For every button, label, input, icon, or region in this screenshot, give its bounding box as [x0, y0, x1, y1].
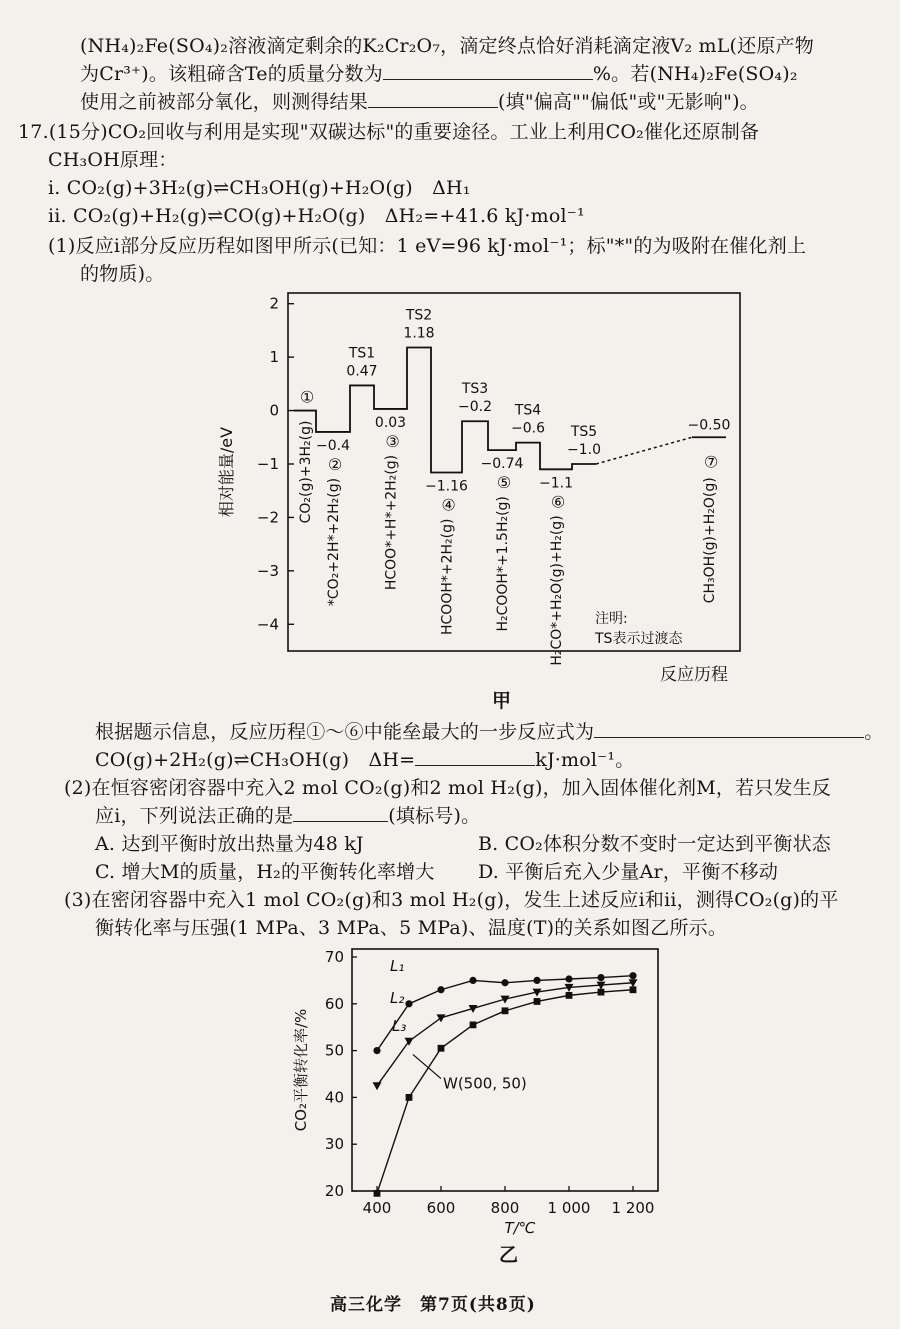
ts-name: TS3: [461, 381, 489, 398]
q17-heading-2: CH₃OH原理：: [48, 149, 178, 171]
ts-name: TS1: [348, 345, 376, 362]
q1-line-a-pre: 根据题示信息，反应历程①～⑥中能垒最大的一步反应式为: [95, 721, 595, 743]
intro-line-2-pre: 为Cr³⁺)。该粗碲含Te的质量分数为: [80, 63, 383, 85]
y-axis-title: CO₂平衡转化率/%: [292, 1008, 310, 1132]
y-tick-label: 1: [269, 348, 279, 367]
data-point: [629, 972, 636, 979]
level-value-label: −0.4: [316, 437, 350, 454]
level-value-label: 0.03: [374, 414, 407, 431]
q1-line-b: [95, 747, 634, 773]
data-point: [565, 975, 572, 982]
answer-blank-correct-options[interactable]: [293, 803, 388, 822]
intro-line-2-post: %。若(NH₄)₂Fe(SO₄)₂: [592, 63, 798, 85]
answer-blank-te-fraction[interactable]: [383, 61, 593, 80]
part1-line-2: 的物质)。: [80, 263, 165, 285]
species-label: *CO₂+2H*+2H₂(g): [326, 477, 342, 607]
answer-blank-delta-h[interactable]: [415, 747, 535, 766]
answer-blank-error-effect[interactable]: [368, 89, 498, 108]
q1-line-a: [95, 719, 883, 745]
part2-line-2: [95, 803, 480, 829]
x-axis-title: T/℃: [504, 1219, 536, 1237]
data-point: [374, 1190, 381, 1197]
y-tick-label: 50: [324, 1041, 344, 1060]
x-tick-label: 600: [426, 1199, 456, 1217]
data-point: [534, 998, 541, 1005]
y-tick-label: 70: [324, 948, 344, 966]
part3-line-2: 衡转化率与压强(1 MPa、3 MPa、5 MPa)、温度(T)的关系如图乙所示。: [95, 917, 728, 939]
x-tick-label: 1 200: [611, 1199, 655, 1217]
intro-line-3-post: (填"偏高""偏低"或"无影响")。: [498, 91, 759, 113]
data-point: [438, 1045, 445, 1052]
part2-line-1: (2)在恒容密闭容器中充入2 mol CO₂(g)和2 mol H₂(g)，加入固体催化剂M，若只发生反: [64, 777, 832, 799]
step-marker: ②: [327, 454, 343, 474]
annotation-pointer: [413, 1055, 441, 1079]
y-tick-label: −2: [256, 508, 279, 527]
y-tick-label: 40: [324, 1088, 344, 1107]
data-point: [533, 977, 540, 984]
data-point: [470, 1021, 477, 1028]
ts-value-label: 1.18: [403, 325, 435, 342]
series-label: L₂: [390, 989, 405, 1007]
note-line-1: 注明:: [595, 611, 628, 627]
option-b: B. CO₂体积分数不变时一定达到平衡状态: [478, 833, 831, 855]
ts-value-label: −0.2: [458, 399, 492, 416]
reaction-i: i. CO₂(g)+3H₂(g)⇌CH₃OH(g)+H₂O(g) ΔH₁: [48, 177, 471, 199]
data-point: [598, 989, 605, 996]
species-label: CH₃OH(g)+H₂O(g): [702, 477, 718, 604]
annotation-label: W(500, 50): [443, 1074, 527, 1093]
species-label: HCOO*+H*+2H₂(g): [383, 454, 400, 591]
part3-line-1: (3)在密闭容器中充入1 mol CO₂(g)和3 mol H₂(g)，发生上述反应i和ii，测得CO₂(g)的平: [64, 889, 839, 911]
data-point: [437, 986, 444, 993]
level-value-label: −0.74: [480, 456, 524, 473]
ts-value-label: −0.6: [511, 420, 545, 437]
ts-name: TS2: [405, 307, 433, 324]
q1-line-b-post: kJ·mol⁻¹。: [535, 749, 635, 771]
intro-line-3: [80, 89, 759, 115]
energy-profile-figure: [210, 283, 770, 687]
data-point: [630, 986, 637, 993]
conversion-figure: [280, 935, 680, 1249]
level-value-label: −1.16: [425, 478, 468, 495]
y-tick-label: −3: [256, 561, 279, 580]
note-line-2: TS表示过渡态: [595, 631, 683, 647]
data-point: [437, 1014, 446, 1022]
data-point: [405, 1000, 412, 1007]
step-marker: ①: [299, 387, 315, 407]
data-point: [501, 979, 508, 986]
y-tick-label: −4: [256, 615, 279, 634]
data-point: [373, 1047, 380, 1054]
species-label: HCOOH*+2H₂(g): [439, 518, 456, 636]
level-value-label: −1.1: [539, 475, 573, 492]
energy-profile-chart: [210, 283, 770, 683]
step-marker: ⑦: [703, 452, 719, 472]
y-axis-title: 相对能量/eV: [217, 426, 236, 518]
series-label: L₁: [390, 957, 405, 975]
species-label: H₂CO*+H₂O(g)+H₂(g): [549, 515, 565, 666]
x-tick-label: 400: [362, 1199, 392, 1217]
ts-name: TS4: [514, 402, 542, 419]
y-tick-label: 2: [269, 294, 279, 313]
conversion-chart: [280, 935, 680, 1245]
step-marker: ③: [385, 431, 400, 451]
option-c: C. 增大M的质量，H₂的平衡转化率增大: [95, 861, 435, 883]
level-value-label: −0.50: [687, 417, 731, 434]
data-point: [502, 1007, 509, 1014]
data-point: [469, 977, 476, 984]
step-marker: ⑥: [550, 492, 566, 512]
part1-line-1: (1)反应i部分反应历程如图甲所示(已知：1 eV=96 kJ·mol⁻¹；标"*"的为吸附在催化剂上: [48, 235, 807, 257]
q1-line-b-pre: CO(g)+2H₂(g)⇌CH₃OH(g) ΔH=: [95, 749, 416, 771]
intro-line-2: [80, 61, 798, 87]
ts-name: TS5: [570, 423, 598, 440]
q17-heading: 17.(15分)CO₂回收与利用是实现"双碳达标"的重要途径。工业上利用CO₂催化还原制备: [18, 121, 760, 143]
species-label: H₂COOH*+1.5H₂(g): [495, 496, 511, 632]
species-label: CO₂(g)+3H₂(g): [298, 420, 314, 524]
figure-1-caption: 甲: [492, 690, 512, 712]
option-d: D. 平衡后充入少量Ar，平衡不移动: [478, 861, 779, 883]
intro-line-1: (NH₄)₂Fe(SO₄)₂溶液滴定剩余的K₂Cr₂O₇，滴定终点恰好消耗滴定液V₂ mL(还原产物: [80, 35, 814, 57]
option-a: A. 达到平衡时放出热量为48 kJ: [95, 833, 364, 855]
step-marker: ④: [441, 495, 456, 515]
y-tick-label: 20: [324, 1182, 344, 1200]
y-tick-label: −1: [256, 454, 279, 473]
answer-blank-max-barrier-step[interactable]: [594, 719, 864, 738]
step-marker: ⑤: [496, 473, 512, 493]
y-tick-label: 60: [324, 994, 344, 1013]
page-footer: 高三化学 第7页(共8页): [330, 1295, 536, 1315]
series-label: L₃: [392, 1017, 407, 1035]
part2-line-2-post: (填标号)。: [388, 805, 481, 827]
q1-line-a-post: 。: [864, 721, 884, 743]
intro-line-3-pre: 使用之前被部分氧化，则测得结果: [80, 91, 369, 113]
data-point: [597, 974, 604, 981]
x-tick-label: 1 000: [547, 1199, 591, 1217]
part2-line-2-pre: 应i，下列说法正确的是: [95, 805, 294, 827]
ts-value-label: −1.0: [567, 441, 601, 458]
reaction-ii: ii. CO₂(g)+H₂(g)⇌CO(g)+H₂O(g) ΔH₂=+41.6 kJ·mol⁻¹: [48, 205, 585, 227]
y-tick-label: 30: [324, 1135, 344, 1154]
x-tick-label: 800: [490, 1199, 520, 1217]
ts-value-label: 0.47: [346, 363, 378, 380]
energy-path-dashed: [596, 437, 692, 464]
y-tick-label: 0: [269, 401, 279, 420]
x-axis-title: 反应历程: [660, 665, 728, 683]
figure-2-caption: 乙: [499, 1244, 519, 1266]
data-point: [406, 1094, 413, 1101]
data-point: [373, 1082, 382, 1090]
data-point: [566, 992, 573, 999]
